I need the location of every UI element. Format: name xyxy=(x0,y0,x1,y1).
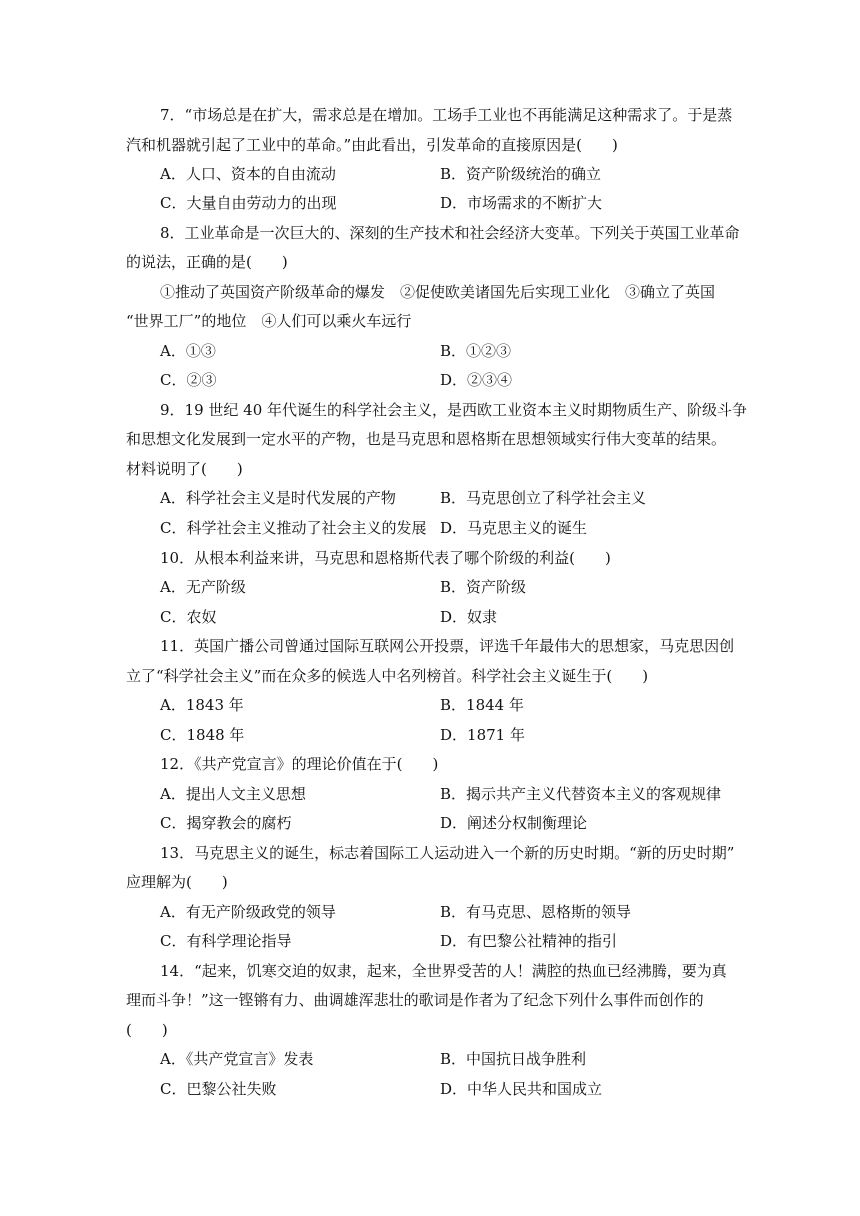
question-11-line-1: 11．英国广播公司曾通过国际互联网公开投票，评选千年最伟大的思想家，马克思因创 xyxy=(160,637,735,655)
question-10-option-d: D．奴隶 xyxy=(440,608,498,626)
question-12-option-a: A．提出人文主义思想 xyxy=(160,785,306,803)
question-8-option-b: B．①②③ xyxy=(440,342,512,360)
question-8-option-c: C．②③ xyxy=(160,371,217,389)
question-13-option-a: A．有无产阶级政党的领导 xyxy=(160,903,336,921)
question-11-line-2: 立了“科学社会主义”而在众多的候选人中名列榜首。科学社会主义诞生于( ) xyxy=(126,667,649,685)
question-10-option-b: B．资产阶级 xyxy=(440,578,527,596)
question-12-option-d: D．阐述分权制衡理论 xyxy=(440,814,588,832)
question-14-line-1: 14．“起来，饥寒交迫的奴隶，起来，全世界受苦的人！满腔的热血已经沸腾，要为真 xyxy=(160,962,727,980)
question-13-option-c: C．有科学理论指导 xyxy=(160,932,292,950)
question-12-option-b: B．揭示共产主义代替资本主义的客观规律 xyxy=(440,785,722,803)
question-11-option-b: B．1844 年 xyxy=(440,696,524,714)
question-11-option-d: D．1871 年 xyxy=(440,726,525,744)
question-14-option-c: C．巴黎公社失败 xyxy=(160,1080,277,1098)
question-9-option-c: C．科学社会主义推动了社会主义的发展 xyxy=(160,519,427,537)
question-13-line-1: 13．马克思主义的诞生，标志着国际工人运动进入一个新的历史时期。“新的历史时期” xyxy=(160,844,735,862)
question-9-line-3: 材料说明了( ) xyxy=(126,460,243,478)
question-13-option-d: D．有巴黎公社精神的指引 xyxy=(440,932,618,950)
question-8-line-2: 的说法，正确的是( ) xyxy=(126,253,288,271)
question-8-statements-line-1: ①推动了英国资产阶级革命的爆发 ②促使欧美诸国先后实现工业化 ③确立了英国 xyxy=(160,283,716,301)
question-7-option-c: C．大量自由劳动力的出现 xyxy=(160,194,337,212)
question-7-option-d: D．市场需求的不断扩大 xyxy=(440,194,603,212)
question-11-option-a: A．1843 年 xyxy=(160,696,244,714)
question-7-option-a: A．人口、资本的自由流动 xyxy=(160,165,336,183)
question-9-line-2: 和思想文化发展到一定水平的产物，也是马克思和恩格斯在思想领域实行伟大变革的结果。 xyxy=(126,430,727,448)
question-8-option-d: D．②③④ xyxy=(440,371,513,389)
question-7-option-b: B．资产阶级统治的确立 xyxy=(440,165,602,183)
question-14-option-b: B．中国抗日战争胜利 xyxy=(440,1050,587,1068)
question-10-line-1: 10．从根本利益来讲，马克思和恩格斯代表了哪个阶级的利益( ) xyxy=(160,549,611,567)
question-14-option-d: D．中华人民共和国成立 xyxy=(440,1080,603,1098)
question-14-option-a: A．《共产党宣言》发表 xyxy=(160,1050,314,1068)
question-9-option-d: D．马克思主义的诞生 xyxy=(440,519,588,537)
question-9-option-b: B．马克思创立了科学社会主义 xyxy=(440,489,647,507)
question-14-line-2: 理而斗争！”这一铿锵有力、曲调雄浑悲壮的歌词是作者为了纪念下列什么事件而创作的 xyxy=(126,991,704,1009)
question-13-line-2: 应理解为( ) xyxy=(126,873,228,891)
question-7-line-2: 汽和机器就引起了工业中的革命。”由此看出，引发革命的直接原因是( ) xyxy=(126,136,618,154)
question-11-option-c: C．1848 年 xyxy=(160,726,245,744)
question-8-line-1: 8．工业革命是一次巨大的、深刻的生产技术和社会经济大变革。下列关于英国工业革命 xyxy=(160,224,740,242)
question-12-option-c: C．揭穿教会的腐朽 xyxy=(160,814,292,832)
question-12-line-1: 12．《共产党宣言》的理论价值在于( ) xyxy=(160,755,439,773)
question-10-option-a: A．无产阶级 xyxy=(160,578,246,596)
question-10-option-c: C．农奴 xyxy=(160,608,217,626)
question-8-option-a: A．①③ xyxy=(160,342,216,360)
question-14-line-3: ( ) xyxy=(126,1021,168,1039)
question-13-option-b: B．有马克思、恩格斯的领导 xyxy=(440,903,632,921)
question-8-statements-line-2: “世界工厂”的地位 ④人们可以乘火车远行 xyxy=(126,312,412,330)
question-9-line-1: 9．19 世纪 40 年代诞生的科学社会主义，是西欧工业资本主义时期物质生产、阶级斗争 xyxy=(160,401,748,419)
question-7-line-1: 7．“市场总是在扩大，需求总是在增加。工场手工业也不再能满足这种需求了。于是蒸 xyxy=(160,106,733,124)
question-9-option-a: A．科学社会主义是时代发展的产物 xyxy=(160,489,396,507)
